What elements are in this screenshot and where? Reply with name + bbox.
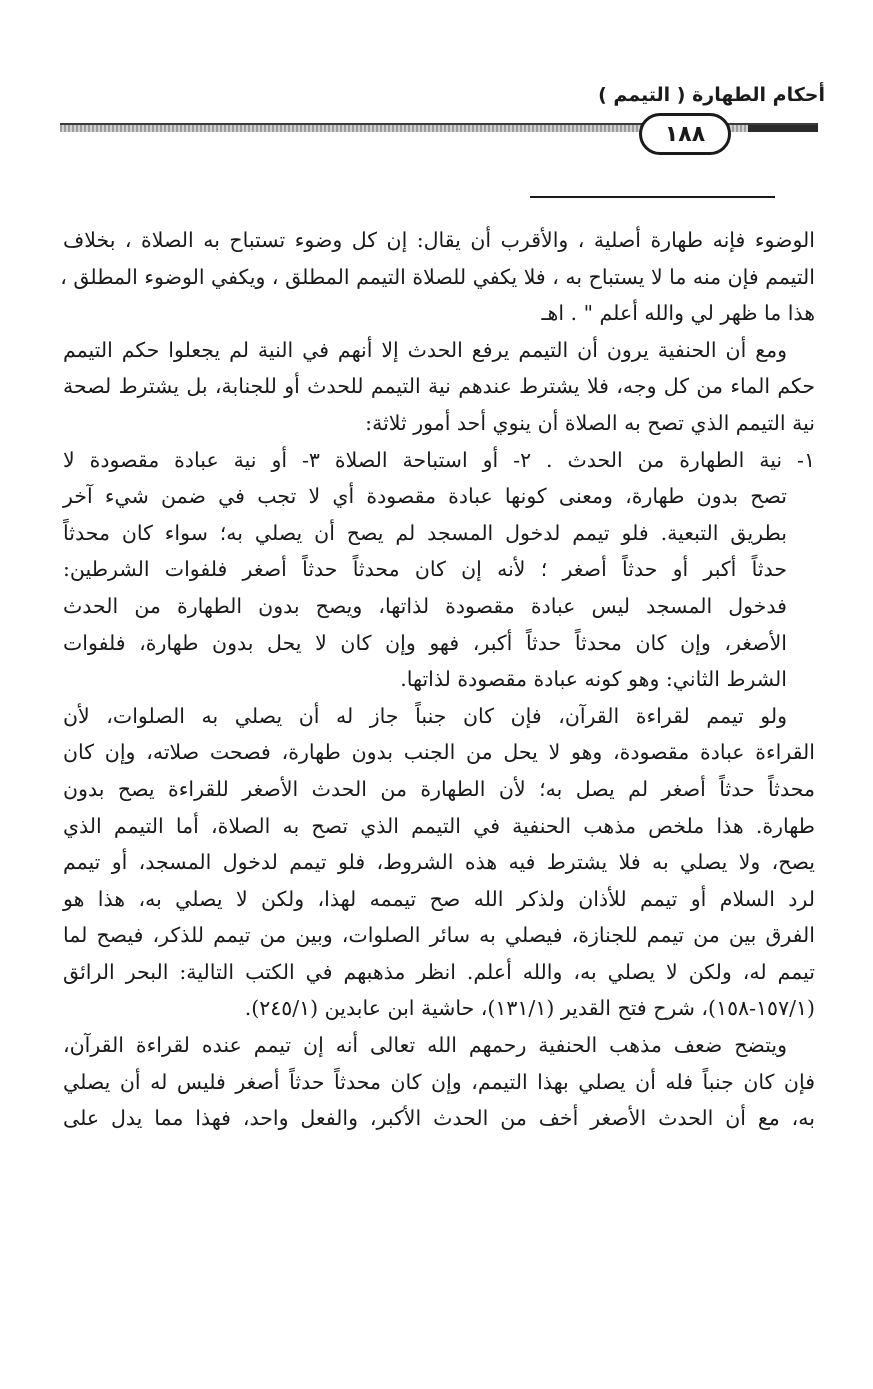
- text-line: لرد السلام أو تيمم للأذان ولذكر الله صح تيممه لهذا، ولكن لا يصلي به، هذا هو: [63, 886, 815, 911]
- text-line: حكم الماء من كل وجه، فلا يشترط عندهم نية التيمم للحدث أو للجنابة، بل يشترط لصحة: [63, 374, 815, 399]
- list-item-line: الشرط الثاني: وهو كونه عبادة مقصودة لذاتها.: [400, 667, 787, 692]
- list-item-line: تصح بدون طهارة، ومعنى كونها عبادة مقصودة أي لا تجب في ضمن شيء آخر: [63, 484, 787, 509]
- page-number: ١٨٨: [639, 113, 731, 155]
- text-line: فإن كان جنباً فله أن يصلي بهذا التيمم، وإن كان محدثاً حدثاً أصغر فليس له أن يصلي: [63, 1069, 815, 1094]
- running-title: أحكام الطهارة ( التيمم ): [598, 84, 825, 106]
- text-line: ولو تيمم لقراءة القرآن، فإن كان جنباً جاز له أن يصلي به الصلوات، لأن: [63, 703, 787, 728]
- list-item-line: الأصغر، وإن كان محدثاً حدثاً أكبر، فهو وإن كان لا يحل بدون طهارة، فلفوات: [63, 630, 787, 655]
- list-item-line: ١- نية الطهارة من الحدث . ٢- أو استباحة الصلاة ٣- أو نية عبادة مقصودة لا: [63, 447, 815, 472]
- text-line: (١٥٧/١-١٥٨)، شرح فتح القدير (١٣١/١)، حاشية ابن عابدين (٢٤٥/١).: [244, 996, 815, 1021]
- list-item-line: فدخول المسجد ليس عبادة مقصودة لذاتها، ويصح بدون الطهارة من الحدث: [63, 593, 787, 618]
- text-line: التيمم فإن منه ما لا يستباح به ، فلا يكفي للصلاة التيمم المطلق ، ويكفي الوضوء المطلق ،: [60, 264, 815, 289]
- body-text: [60, 222, 815, 1137]
- text-line: طهارة. هذا ملخص مذهب الحنفية في التيمم الذي تصح به الصلاة، أما التيمم الذي: [63, 813, 815, 838]
- text-line: ومع أن الحنفية يرون أن التيمم يرفع الحدث إلا أنهم في النية لم يجعلوا حكم التيمم: [63, 337, 787, 362]
- list-item-line: حدثاً أكبر أو حدثاً أصغر ؛ لأنه إن كان محدثاً حدثاً أصغر فلفوات الشرطين:: [63, 557, 787, 582]
- text-line: تيمم له، ولكن لا يصلي به، والله أعلم. انظر مذهبهم في الكتب التالية: البحر الرائق: [63, 959, 815, 984]
- text-line: ويتضح ضعف مذهب الحنفية رحمهم الله تعالى أنه إن تيمم عنده لقراءة القرآن،: [63, 1033, 787, 1058]
- text-line: به، مع أن الحدث الأصغر أخف من الحدث الأكبر، والفعل واحد، فهذا مما يدل على: [63, 1106, 815, 1131]
- text-line: الفرق بين من تيمم للجنازة، فيصلي به سائر الصلوات، وبين من تيمم للذكر، فيصح لما: [63, 923, 815, 948]
- text-line: محدثاً حدثاً أصغر لم يصل به؛ لأن الطهارة من الحدث الأصغر للقراءة يصح بدون: [63, 776, 815, 801]
- text-line: القراءة عبادة مقصودة، وهو لا يحل من الجنب بدون طهارة، فصحت صلاته، وإن كان: [63, 740, 815, 765]
- header-rule-solid: [748, 125, 818, 132]
- text-line: نية التيمم الذي تصح به الصلاة أن ينوي أحد أمور ثلاثة:: [365, 410, 815, 435]
- text-line: الوضوء فإنه طهارة أصلية ، والأقرب أن يقال: إن كل وضوء تستباح به الصلاة ، بخلاف: [63, 228, 815, 252]
- text-line: يصح، ولا يصلي به فلا يشترط فيه هذه الشروط، فلو تيمم لدخول المسجد، أو تيمم: [63, 850, 815, 875]
- text-line: هذا ما ظهر لي والله أعلم " . اهـ: [541, 301, 815, 326]
- list-item-line: بطريق التبعية. فلو تيمم لدخول المسجد لم يصح أن يصلي به؛ سواء كان محدثاً: [63, 520, 787, 545]
- note-separator-rule: [530, 196, 775, 198]
